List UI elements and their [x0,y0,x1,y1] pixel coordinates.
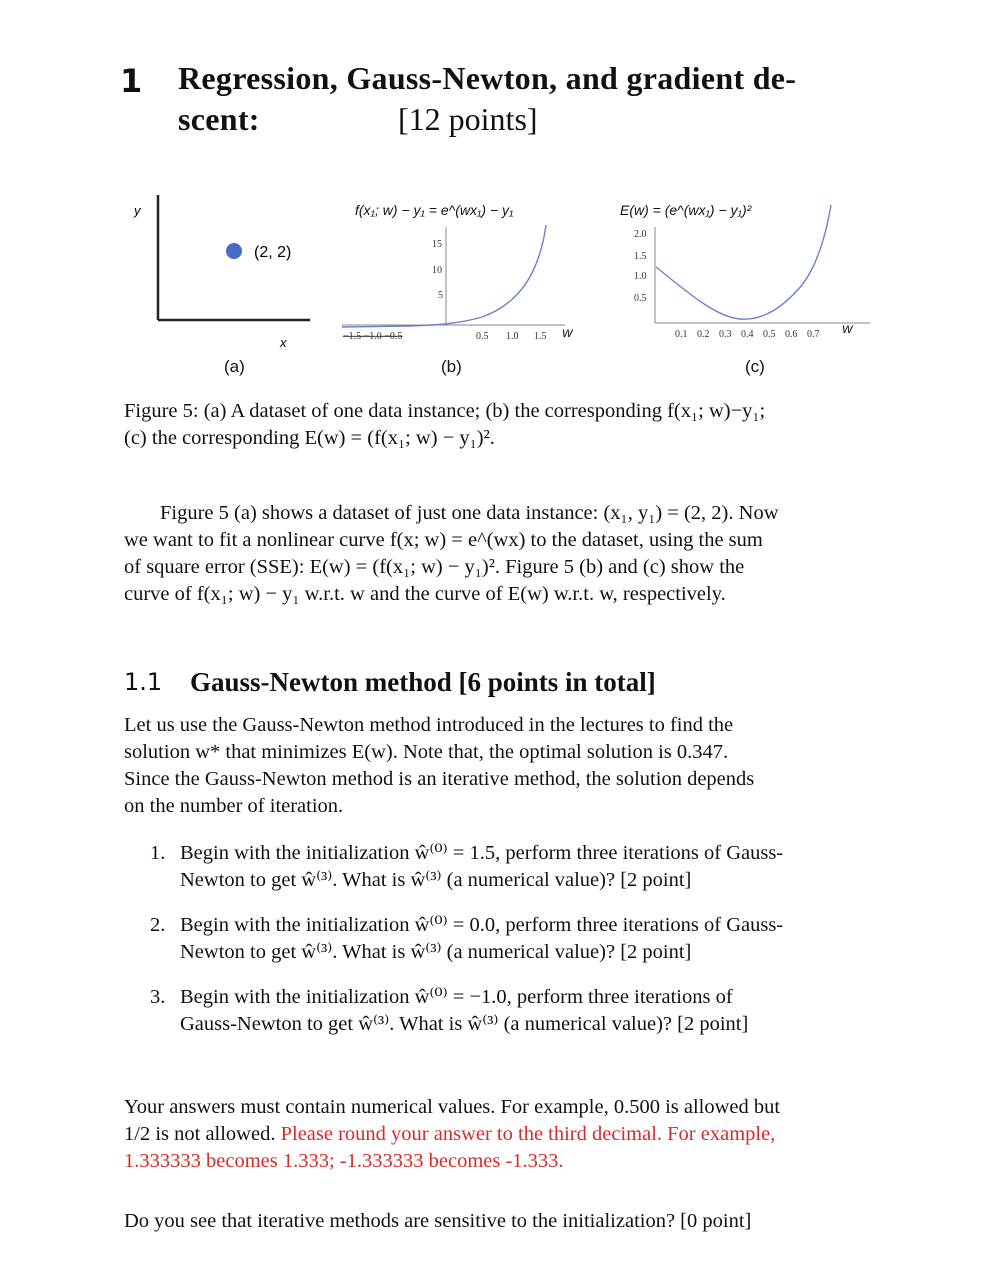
answers-note-line1: Your answers must contain numerical values. For example, 0.500 is allowed but [124,1096,781,1118]
section-points: [12 points] [398,101,538,137]
panel-b-xtick-1.0: 1.0 [506,331,519,342]
intro-line1: Figure 5 (a) shows a dataset of just one data instance: (x₁, y₁) = (2, 2). Now [160,502,779,524]
question-1-line1: Begin with the initialization ŵ⁽⁰⁾ = 1.5, perform three iterations of Gauss- [180,842,784,864]
question-3-number: 3. [150,986,166,1008]
intro-line4: curve of f(x₁; w) − y₁ w.r.t. w and the curve of E(w) w.r.t. w, respectively. [124,583,726,605]
section-number: 1 [120,62,143,100]
panel-c-tag: (c) [745,357,765,376]
intro-paragraph [124,500,898,608]
panel-b-x-axis-label: W [562,328,573,340]
question-2-line1: Begin with the initialization ŵ⁽⁰⁾ = 0.0, perform three iterations of Gauss- [180,914,784,936]
answers-note-line2-red: Please round your answer to the third decimal. For example, [280,1123,776,1145]
panel-a-x-label: x [280,335,287,350]
answers-note-line2-black: 1/2 is not allowed. [124,1123,276,1145]
figure-caption [124,398,904,452]
subsection-number: 1.1 [124,668,163,696]
panel-c-equation: E(w) = (e^(wx₁) − y₁)² [620,202,752,218]
closing-question: Do you see that iterative methods are sensitive to the initialization? [0 point] [124,1210,752,1232]
panel-c-xtick-0.7: 0.7 [807,329,820,340]
data-point [226,243,242,259]
panel-c-ytick-2.0: 2.0 [634,229,647,240]
panel-c-curve [656,205,831,319]
subsection-title: Gauss-Newton method [6 points in total] [190,667,656,697]
question-1-number: 1. [150,842,166,864]
gn-intro-line1: Let us use the Gauss-Newton method introduced in the lectures to find the [124,714,734,736]
intro-line3: of square error (SSE): E(w) = (f(x₁; w) − y₁)². Figure 5 (b) and (c) show the [124,556,745,578]
panel-b [342,202,574,342]
gn-intro-line3: Since the Gauss-Newton method is an iterative method, the solution depends [124,768,755,790]
panel-c-xtick-0.4: 0.4 [741,329,754,340]
question-1-line2: Newton to get ŵ⁽³⁾. What is ŵ⁽³⁾ (a numerical value)? [2 point] [180,869,692,891]
question-2-line2: Newton to get ŵ⁽³⁾. What is ŵ⁽³⁾ (a numerical value)? [2 point] [180,941,692,963]
panel-c-ytick-1.0: 1.0 [634,271,647,282]
section-title-line1: Regression, Gauss-Newton, and gradient de- [178,60,797,96]
gauss-newton-intro [124,712,898,820]
panel-c-x-axis-label: W [842,324,853,336]
panel-c-ytick-1.5: 1.5 [634,251,647,262]
panel-c-xtick-0.1: 0.1 [675,329,688,340]
answers-note-line2 [124,1121,898,1148]
panel-c-xtick-0.3: 0.3 [719,329,732,340]
panel-b-equation: f(x₁; w) − y₁ = e^(wx₁) − y₁ [355,202,514,218]
panel-a-tag: (a) [224,357,245,376]
panel-b-tag: (b) [441,357,462,376]
panel-b-ytick-10: 10 [432,265,442,276]
panel-b-ytick-5: 5 [438,290,443,301]
panel-b-xtick-0.5: 0.5 [476,331,489,342]
gn-intro-line2: solution w* that minimizes E(w). Note that, the optimal solution is 0.347. [124,741,729,763]
figure-caption-line1: Figure 5: (a) A dataset of one data instance; (b) the corresponding f(x₁; w)−y₁; [124,400,766,422]
panel-b-xticks-negative: −1.5 −1.0 −0.5 [343,331,403,342]
answers-note-line3: 1.333333 becomes 1.333; -1.333333 becomes -1.333. [124,1150,564,1172]
gn-intro-line4: on the number of iteration. [124,795,344,817]
question-3-line2: Gauss-Newton to get ŵ⁽³⁾. What is ŵ⁽³⁾ (a numerical value)? [2 point] [180,1013,749,1035]
answers-note [124,1094,898,1175]
panel-c-xtick-0.5: 0.5 [763,329,776,340]
panel-c [620,202,870,340]
section-title-line2: scent: [178,101,260,137]
data-point-label: (2, 2) [254,244,292,261]
panel-c-xtick-0.2: 0.2 [697,329,710,340]
panel-a [133,195,310,350]
panel-a-y-label: y [134,203,141,218]
figure-svg [110,185,910,385]
question-3-line1: Begin with the initialization ŵ⁽⁰⁾ = −1.0, perform three iterations of [180,986,733,1008]
panel-b-xtick-1.5: 1.5 [534,331,547,342]
panel-c-xtick-0.6: 0.6 [785,329,798,340]
question-2-number: 2. [150,914,166,936]
intro-line2: we want to fit a nonlinear curve f(x; w) = e^(wx) to the dataset, using the sum [124,529,763,551]
figure-caption-line2: (c) the corresponding E(w) = (f(x₁; w) − y₁)². [124,427,495,449]
panel-b-curve [342,225,546,327]
panel-c-ytick-0.5: 0.5 [634,293,647,304]
panel-b-ytick-15: 15 [432,239,442,250]
figure-5 [110,185,910,385]
